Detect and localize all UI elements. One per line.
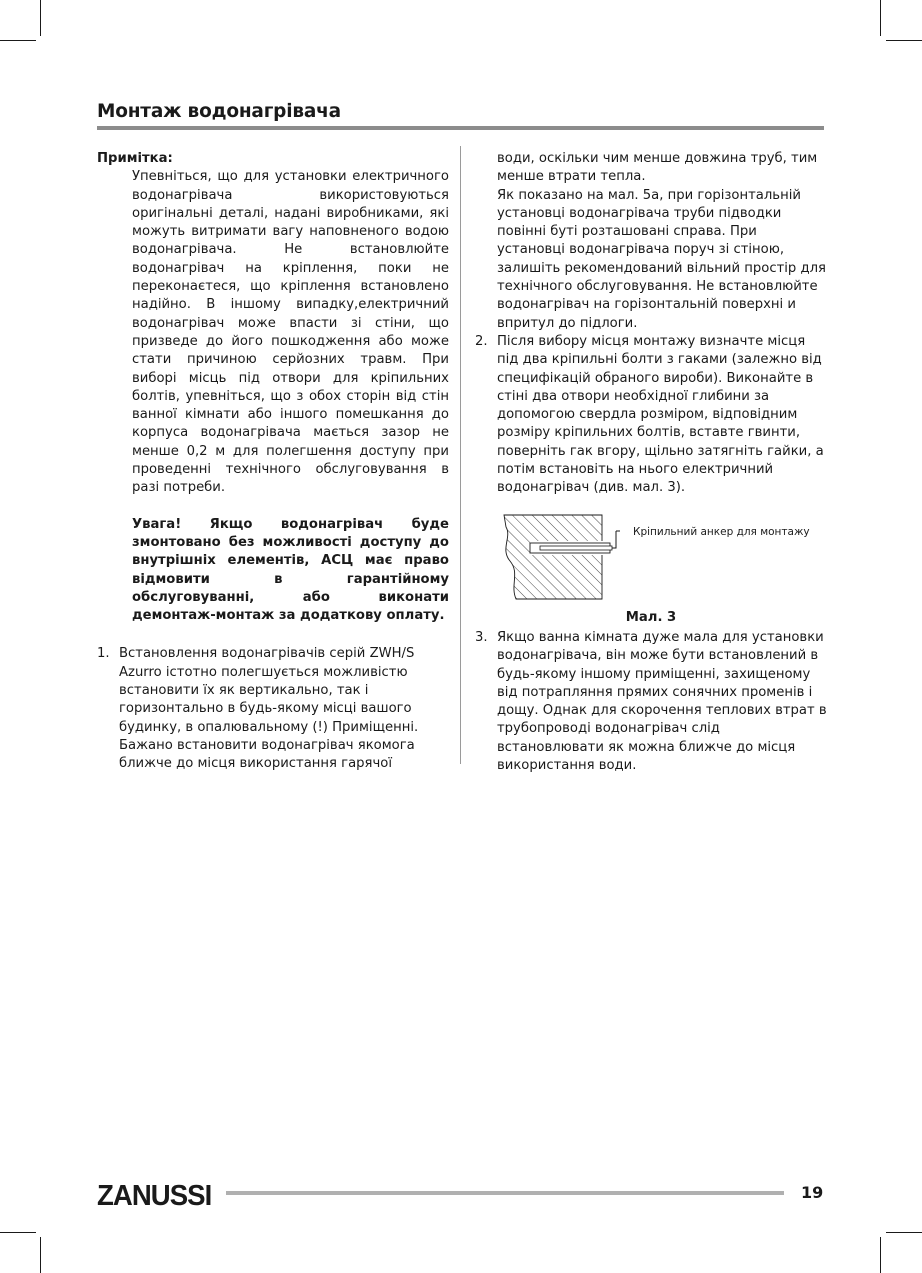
brand-logo: ZANUSSI (97, 1180, 212, 1212)
crop-mark (886, 1232, 922, 1233)
right-column (475, 150, 827, 775)
list-item (97, 645, 449, 773)
step-number: 2. (475, 333, 488, 349)
step-number: 1. (97, 646, 110, 662)
crop-mark (40, 0, 41, 36)
step-1-continuation (475, 150, 827, 333)
figure-label: Кріпильний анкер для монтажу (633, 525, 810, 538)
list-item (475, 629, 827, 775)
note-body: Упевніться, що для установки електричного водонагрівача використовуються оригінальні деталі, надані виробниками, які можуть витримати вагу наповненого водою водонагрівача. Не встановлюйте водонагрівач на кріплення, поки не переконаєтеся, що кріплення встановлено надійно. В іншому випадку,електричний водонагрівач може впасти зі стіни, що призведе до його пошкодження або може стати причиною серйозних травм. При виборі місць під отвори для кріпильних болтів, упевніться, що з обох сторін від стін ванної кімнати або іншого помешкання до корпуса водонагрівача мається зазор не менше 0,2 м для полегшення доступу при проведенні технічного обслуговування в разі потреби. (132, 169, 449, 496)
wall-anchor-diagram-icon (498, 511, 630, 603)
step-text: Після вибору місця монтажу визначте місця під два кріпильні болти з гаками (залежно від специфікацій обраного вироби). Виконайте в стіні два отвори необхідної глибини за допомогою свердла розміром, відповідним розміру кріпильних болтів, вставте гвинти, поверніть гак вгору, щільно затягніть гайки, а потім встановіть на нього електричний водонагрівач (див. мал. 3). (497, 333, 824, 496)
page-title: Монтаж водонагрівача (97, 101, 341, 122)
warning-text: Увага! Якщо водонагрівач буде змонтовано без можливості доступу до внутрішніх елементів, АСЦ має право відмовити в гарантійному обслуговуванні, або виконати демонтаж-монтаж за додаткову оплату. (132, 516, 449, 624)
crop-mark (880, 0, 881, 36)
footer-rule (226, 1191, 784, 1195)
note-label: Примітка: (97, 151, 173, 166)
crop-mark (880, 1237, 881, 1273)
step-text: Якщо ванна кімната дуже мала для установки водонагрівача, він може бути встановлений в будь-якому іншому приміщенні, захищеному від потрапляння прямих сонячних променів і дощу. Однак для скорочення теплових втрат в трубопроводі водонагрівач слід встановлювати як можна ближче до місця використання води. (497, 629, 827, 774)
crop-mark (0, 1232, 36, 1233)
list-item (475, 333, 827, 498)
page-number: 19 (801, 1183, 824, 1202)
step-text: Встановлення водонагрівачів серій ZWH/S Azurro істотно полегшується можливістю встановити їх як вертикально, так і горизонтально в будь-якому місці вашого будинку, в опалювальному (!) Приміщенні. Бажано встановити водонагрівач якомога ближче до місця використання гарячої (119, 646, 419, 772)
crop-mark (886, 40, 922, 41)
step-text-extra: Як показано на мал. 5а, при горізонтальній установці водонагрівача труби підводки повінні буті розташовані справа. При установці водонагрівача поруч зі стіною, залишіть рекомендований вільний простір для технічного обслуговування. Не встановлюйте водонагрівач на горізонтальній поверхні и впритул до підлоги. (497, 187, 826, 331)
left-column (97, 150, 449, 774)
step-text-continued: води, оскільки чим менше довжина труб, тим менше втрати тепла. (497, 151, 818, 185)
title-rule (97, 126, 824, 130)
step-number: 3. (475, 629, 488, 645)
anchor-figure (475, 511, 827, 603)
crop-mark (0, 40, 36, 41)
column-divider (460, 146, 461, 764)
crop-mark (40, 1237, 41, 1273)
figure-caption: Мал. 3 (625, 609, 677, 625)
